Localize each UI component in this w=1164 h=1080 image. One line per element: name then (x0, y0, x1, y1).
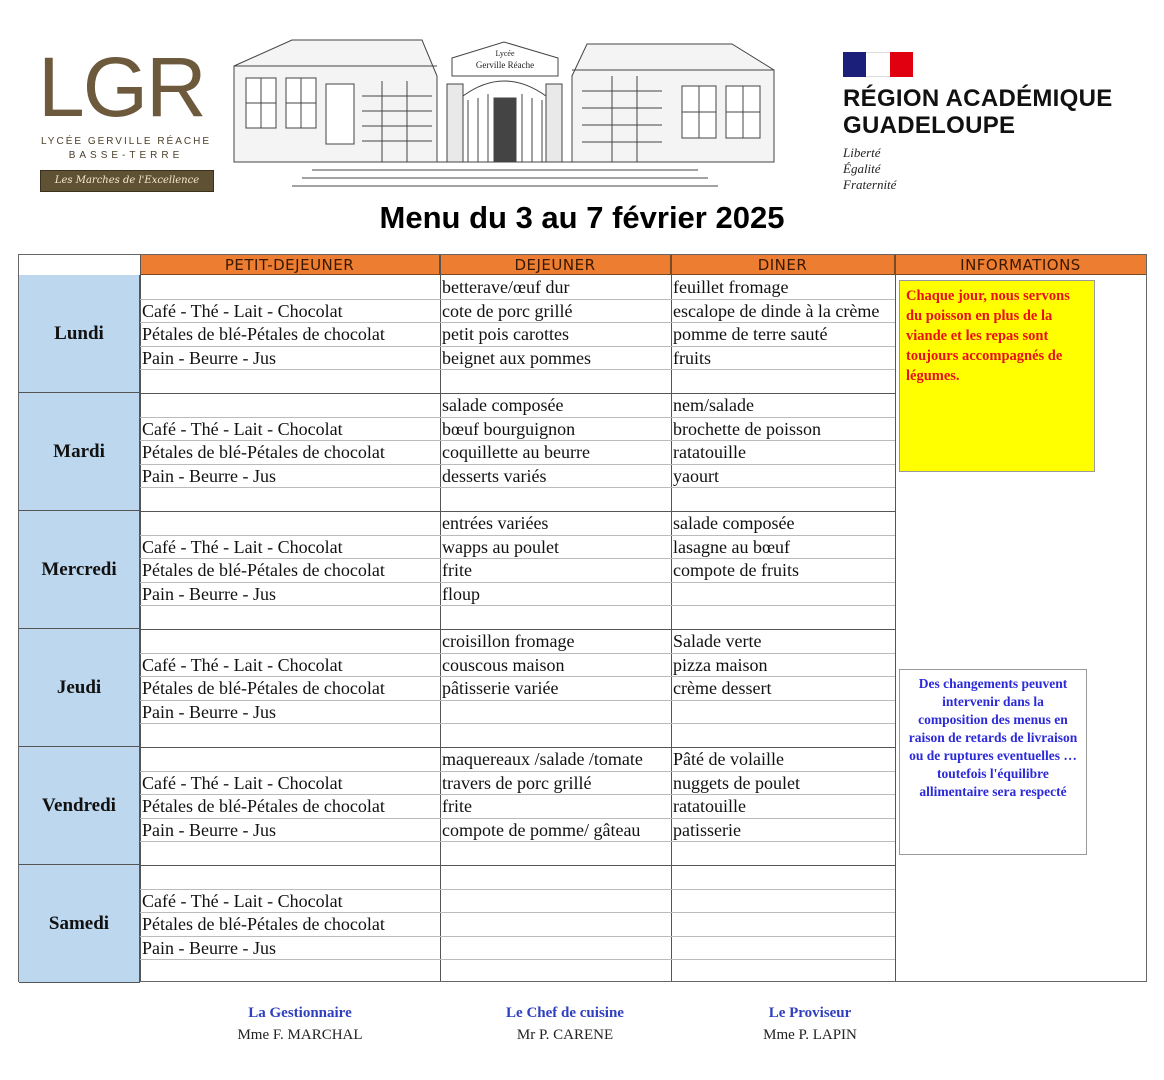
menu-cell-lunch: wapps au poulet (442, 536, 559, 557)
menu-cell-breakfast (142, 512, 438, 535)
day-label-mardi: Mardi (19, 393, 140, 511)
menu-cell-dinner (673, 370, 893, 393)
column-divider (671, 255, 672, 981)
column-header-lunch: DEJEUNER (440, 255, 671, 275)
menu-cell-lunch (442, 842, 669, 865)
menu-cell-lunch: frite (442, 796, 472, 817)
signature-role: Le Proviseur (768, 1005, 852, 1021)
day-label-vendredi: Vendredi (19, 747, 140, 865)
region-academique-logo (843, 52, 1153, 193)
menu-cell-lunch: maquereaux /salade /tomate (442, 749, 643, 769)
menu-cell-dinner (673, 606, 893, 629)
menu-cell-lunch: compote de pomme/ gâteau (442, 819, 641, 840)
menu-cell-dinner (673, 724, 893, 747)
menu-cell-breakfast: Pétales de blé-Pétales de chocolat (142, 914, 385, 935)
menu-cell-breakfast: Pain - Beurre - Jus (142, 583, 276, 604)
menu-cell-lunch (442, 724, 669, 747)
menu-cell-dinner: pizza maison (673, 654, 768, 675)
column-header-info: INFORMATIONS (895, 255, 1146, 275)
menu-cell-lunch: cote de porc grillé (442, 300, 573, 321)
menu-cell-breakfast: Pétales de blé-Pétales de chocolat (142, 678, 385, 699)
menu-cell-breakfast (142, 606, 438, 629)
menu-cell-dinner: Pâté de volaille (673, 749, 784, 769)
menu-cell-dinner (673, 488, 893, 511)
menu-table (18, 254, 1147, 982)
region-name-line1: RÉGION ACADÉMIQUE (843, 85, 1113, 112)
menu-cell-dinner (673, 960, 893, 983)
menu-cell-dinner: escalope de dinde à la crème (673, 300, 880, 321)
menu-cell-lunch: beignet aux pommes (442, 347, 591, 368)
day-label-jeudi: Jeudi (19, 629, 140, 747)
menu-cell-dinner (673, 583, 893, 606)
menu-cell-breakfast: Café - Thé - Lait - Chocolat (142, 772, 343, 793)
motto-fraternite: Fraternité (843, 177, 897, 192)
menu-cell-lunch: coquillette au beurre (442, 442, 590, 463)
menu-cell-dinner: Salade verte (673, 631, 762, 651)
menu-cell-lunch (442, 488, 669, 511)
menu-cell-lunch (442, 913, 669, 936)
page-title: Menu du 3 au 7 février 2025 (379, 200, 785, 235)
menu-cell-dinner: salade composée (673, 513, 795, 533)
menu-cell-lunch (442, 701, 669, 724)
menu-cell-breakfast (142, 866, 438, 889)
menu-cell-lunch: desserts variés (442, 465, 547, 486)
menu-cell-breakfast (142, 724, 438, 747)
menu-cell-dinner (673, 842, 893, 865)
menu-cell-breakfast: Pétales de blé-Pétales de chocolat (142, 442, 385, 463)
signature-role: Le Chef de cuisine (506, 1005, 624, 1021)
motto-liberte: Liberté (843, 145, 881, 160)
menu-cell-dinner: pomme de terre sauté (673, 324, 828, 345)
menu-cell-lunch: salade composée (442, 395, 564, 415)
menu-cell-dinner: yaourt (673, 465, 719, 486)
menu-cell-breakfast (142, 276, 438, 299)
menu-cell-lunch: betterave/œuf dur (442, 277, 570, 297)
menu-cell-breakfast (142, 488, 438, 511)
motto-egalite: Égalité (843, 161, 881, 176)
menu-cell-breakfast: Pain - Beurre - Jus (142, 819, 276, 840)
building-sign-line1: Lycée (495, 49, 515, 58)
menu-cell-breakfast: Café - Thé - Lait - Chocolat (142, 654, 343, 675)
signature-chef-cuisine (455, 1003, 675, 1047)
menu-cell-dinner: nuggets de poulet (673, 772, 800, 793)
signature-name: Mr P. CARENE (516, 1027, 614, 1043)
menu-cell-breakfast: Pain - Beurre - Jus (142, 937, 276, 958)
lgr-logo-city: BASSE-TERRE (68, 150, 184, 161)
menu-cell-breakfast: Pétales de blé-Pétales de chocolat (142, 560, 385, 581)
lycee-building-drawing (232, 36, 776, 192)
menu-cell-lunch: croisillon fromage (442, 631, 575, 651)
menu-cell-dinner (673, 890, 893, 913)
signature-name: Mme P. LAPIN (763, 1027, 857, 1043)
column-header-breakfast: PETIT-DEJEUNER (140, 255, 440, 275)
menu-cell-breakfast (142, 394, 438, 417)
day-label-samedi: Samedi (19, 865, 140, 983)
french-flag-icon (843, 52, 913, 77)
menu-cell-lunch: bœuf bourguignon (442, 418, 576, 439)
menu-cell-breakfast: Pétales de blé-Pétales de chocolat (142, 324, 385, 345)
menu-cell-breakfast: Café - Thé - Lait - Chocolat (142, 890, 343, 911)
column-header-dinner: DINER (671, 255, 895, 275)
menu-cell-dinner: feuillet fromage (673, 277, 789, 297)
menu-cell-dinner (673, 913, 893, 936)
menu-cell-dinner: patisserie (673, 819, 741, 840)
signature-proviseur (700, 1003, 920, 1047)
menu-cell-lunch: pâtisserie variée (442, 678, 559, 699)
menu-cell-breakfast (142, 960, 438, 983)
menu-cell-breakfast (142, 748, 438, 771)
menu-cell-breakfast (142, 630, 438, 653)
menu-cell-breakfast: Café - Thé - Lait - Chocolat (142, 536, 343, 557)
signature-gestionnaire (190, 1003, 410, 1047)
day-label-lundi: Lundi (19, 275, 140, 393)
menu-cell-dinner: ratatouille (673, 442, 746, 463)
menu-cell-lunch: entrées variées (442, 513, 549, 533)
menu-cell-breakfast: Pain - Beurre - Jus (142, 701, 276, 722)
menu-cell-lunch (442, 960, 669, 983)
column-divider (140, 255, 141, 981)
menu-cell-lunch: couscous maison (442, 654, 565, 675)
day-label-mercredi: Mercredi (19, 511, 140, 629)
menu-cell-lunch: travers de porc grillé (442, 772, 592, 793)
menu-cell-lunch (442, 890, 669, 913)
column-divider (440, 255, 441, 981)
menu-cell-dinner: lasagne au bœuf (673, 536, 790, 557)
info-note-yellow: Chaque jour, nous servons du poisson en plus de la viande et les repas sont toujours accompagnés de légumes. (899, 280, 1095, 472)
menu-cell-dinner: nem/salade (673, 395, 754, 415)
menu-cell-lunch (442, 606, 669, 629)
menu-cell-breakfast (142, 370, 438, 393)
menu-cell-dinner (673, 937, 893, 960)
motto (843, 145, 1153, 193)
signature-role: La Gestionnaire (248, 1005, 352, 1021)
menu-cell-lunch (442, 370, 669, 393)
signature-name: Mme F. MARCHAL (237, 1027, 363, 1043)
building-sign-line2: Gerville Réache (475, 60, 535, 70)
lgr-logo-school-name: LYCÉE GERVILLE RÉACHE (40, 136, 211, 147)
menu-cell-breakfast: Pétales de blé-Pétales de chocolat (142, 796, 385, 817)
menu-cell-breakfast: Pain - Beurre - Jus (142, 347, 276, 368)
info-note-blue: Des changements peuvent intervenir dans la composition des menus en raison de retards de livraison ou de ruptures eventuelles … toutefois l'équilibre allimentaire sera respecté (899, 669, 1087, 855)
menu-cell-lunch (442, 937, 669, 960)
menu-cell-dinner: ratatouille (673, 796, 746, 817)
menu-cell-lunch (442, 866, 669, 889)
menu-cell-dinner (673, 701, 893, 724)
lgr-logo-banner: Les Marches de l'Excellence (40, 170, 214, 192)
menu-cell-dinner: brochette de poisson (673, 418, 821, 439)
region-name-line2: GUADELOUPE (843, 112, 1016, 139)
menu-cell-lunch: frite (442, 560, 472, 581)
menu-cell-breakfast: Café - Thé - Lait - Chocolat (142, 300, 343, 321)
menu-cell-breakfast (142, 842, 438, 865)
menu-cell-dinner: compote de fruits (673, 560, 799, 581)
menu-cell-lunch: petit pois carottes (442, 324, 569, 345)
menu-cell-breakfast: Pain - Beurre - Jus (142, 465, 276, 486)
lgr-logo (38, 40, 218, 161)
menu-cell-lunch: floup (442, 583, 480, 604)
menu-cell-dinner: fruits (673, 347, 711, 368)
lgr-logo-letters: LGR (38, 40, 205, 134)
menu-cell-dinner: crème dessert (673, 678, 772, 699)
menu-cell-breakfast: Café - Thé - Lait - Chocolat (142, 418, 343, 439)
menu-cell-dinner (673, 866, 893, 889)
column-divider (895, 255, 896, 981)
